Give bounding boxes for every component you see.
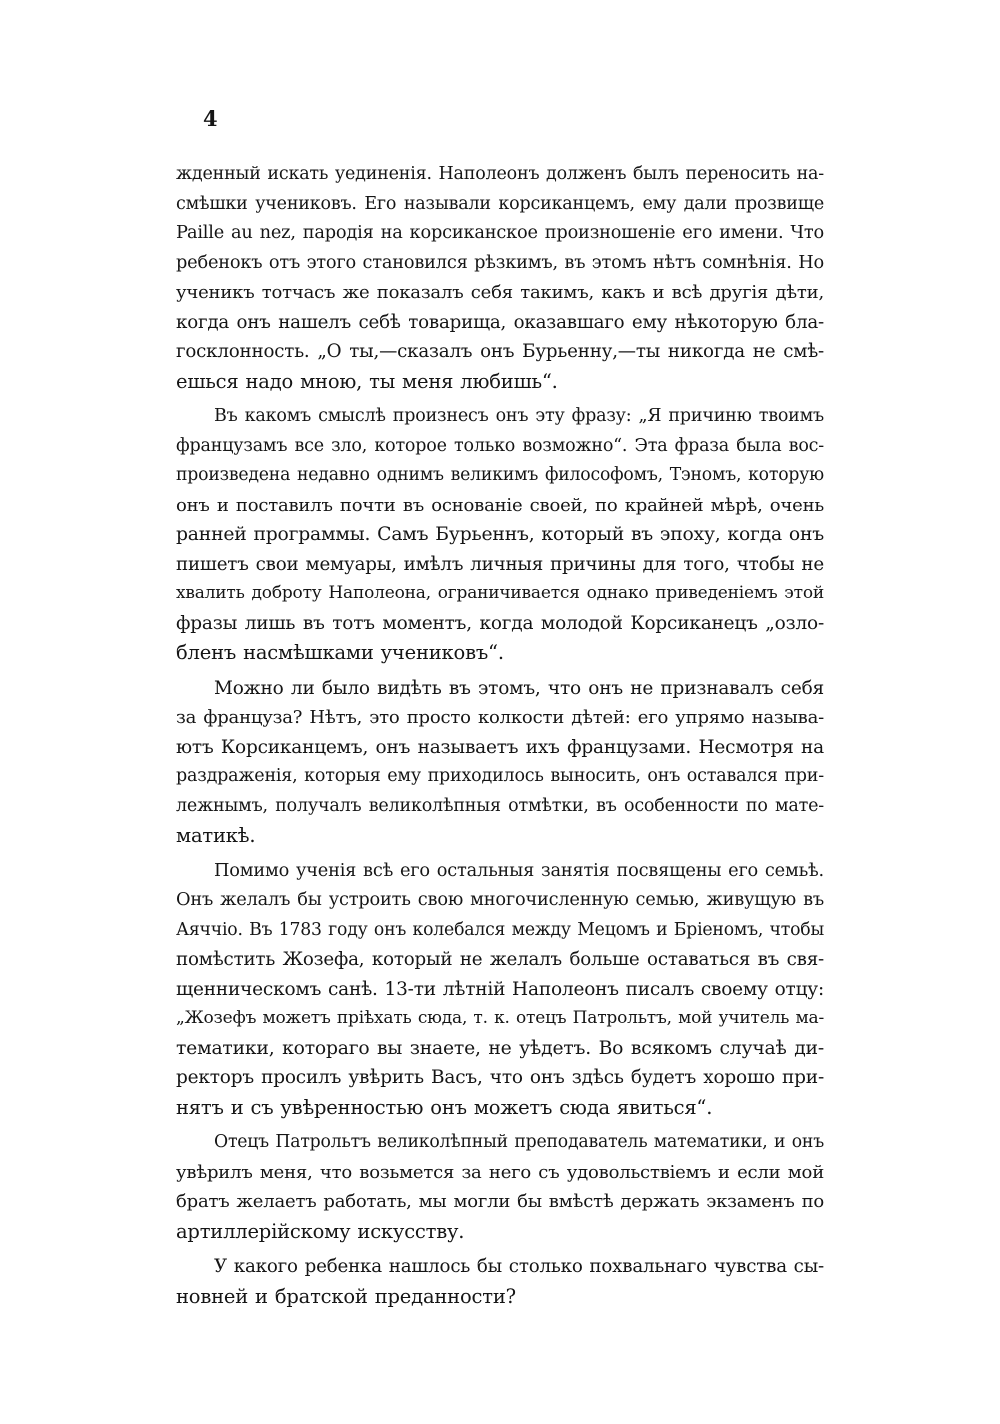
text-line: когда онъ нашелъ себѣ товарища, оказавшаго ему нѣкоторую бла- — [176, 311, 824, 333]
paragraph-2 — [176, 402, 824, 668]
text-line: Помимо ученія всѣ его остальныя занятія посвящены его семьѣ. — [214, 860, 824, 881]
text-line: Въ какомъ смыслѣ произнесъ онъ эту фразу: „Я причиню твоимъ — [214, 406, 824, 426]
text-line: артиллерійскому искусству. — [176, 1219, 465, 1243]
body-text — [176, 160, 824, 1311]
text-line: братъ желаетъ работать, мы могли бы вмѣстѣ держать экзаменъ по — [176, 1191, 824, 1212]
paragraph-5 — [176, 1128, 824, 1246]
text-line: госклонность. „О ты,—сказалъ онъ Бурьенну,—ты никогда не смѣ- — [176, 341, 824, 362]
text-line: ученикъ тотчасъ же показалъ себя такимъ, какъ и всѣ другія дѣти, — [176, 282, 824, 303]
text-line: ютъ Корсиканцемъ, онъ называетъ ихъ французами. Несмотря на — [176, 736, 824, 758]
text-line: Аяччіо. Въ 1783 году онъ колебался между Мецомъ и Бріеномъ, чтобы — [176, 919, 824, 940]
text-line: „Жозефъ можетъ пріѣхать сюда, т. к. отецъ Патрольтъ, мой учитель ма- — [176, 1008, 824, 1028]
text-line: Paille au nez, пародія на корсиканское произношеніе его имени. Что — [176, 223, 824, 243]
text-line: онъ и поставилъ почти въ основаніе своей, по крайней мѣрѣ, очень — [176, 494, 824, 516]
paragraph-1 — [176, 160, 824, 396]
text-line: У какого ребенка нашлось бы столько похвальнаго чувства сы- — [214, 1256, 824, 1277]
paragraph-3 — [176, 674, 824, 851]
text-line: ребенокъ отъ этого становился рѣзкимъ, въ этомъ нѣтъ сомнѣнія. Но — [176, 252, 824, 273]
text-line: бленъ насмѣшками учениковъ“. — [176, 641, 504, 664]
text-line: раздраженія, которыя ему приходилось выносить, онъ оставался при- — [176, 766, 824, 786]
text-line: тематики, котораго вы знаете, не уѣдетъ. Во всякомъ случаѣ ди- — [176, 1037, 824, 1059]
text-line: щенническомъ санѣ. 13-ти лѣтній Наполеонъ писалъ своему отцу: — [176, 978, 824, 1000]
text-line: лежнымъ, получалъ великолѣпныя отмѣтки, въ особенности по мате- — [176, 795, 824, 816]
text-line: ректоръ просилъ увѣрить Васъ, что онъ здѣсь будетъ хорошо при- — [176, 1067, 824, 1088]
text-line: новней и братской преданности? — [176, 1284, 516, 1308]
text-line: Онъ желалъ бы устроить свою многочисленную семью, живущую въ — [176, 890, 824, 910]
text-line: хвалить доброту Наполеона, ограничивается однако приведеніемъ этой — [176, 583, 824, 603]
text-line: нятъ и съ увѣренностью онъ можетъ сюда явиться“. — [176, 1095, 713, 1119]
text-line: фразы лишь въ тотъ моментъ, когда молодой Корсиканецъ „озло- — [176, 612, 824, 634]
text-line: Отецъ Патрольтъ великолѣпный преподаватель математики, и онъ — [214, 1132, 824, 1152]
text-line: Можно ли было видѣть въ этомъ, что онъ не признавалъ себя — [214, 677, 824, 699]
text-line: французамъ все зло, которое только возможно“. Эта фраза была вос- — [176, 435, 824, 456]
text-line: за француза? Нѣтъ, это просто колкости дѣтей: его упрямо называ- — [176, 707, 824, 728]
paragraph-4 — [176, 857, 824, 1123]
paragraph-6 — [176, 1252, 824, 1311]
text-line: матикѣ. — [176, 824, 256, 847]
text-line: ешься надо мною, ты меня любишь“. — [176, 369, 558, 393]
text-line: увѣрилъ меня, что возьмется за него съ удовольствіемъ и если мой — [176, 1161, 824, 1183]
text-line: произведена недавно однимъ великимъ философомъ, Тэномъ, которую — [176, 465, 824, 485]
text-line: ранней программы. Самъ Бурьеннъ, который въ эпоху, когда онъ — [176, 524, 824, 545]
text-line: жденный искать уединенія. Наполеонъ долженъ былъ переносить на- — [176, 164, 824, 184]
text-line: смѣшки учениковъ. Его называли корсиканцемъ, ему дали прозвище — [176, 193, 824, 214]
text-line: пишетъ свои мемуары, имѣлъ личныя причины для того, чтобы не — [176, 553, 824, 575]
text-line: помѣстить Жозефа, который не желалъ больше оставаться въ свя- — [176, 949, 824, 970]
page-number: 4 — [203, 106, 218, 131]
